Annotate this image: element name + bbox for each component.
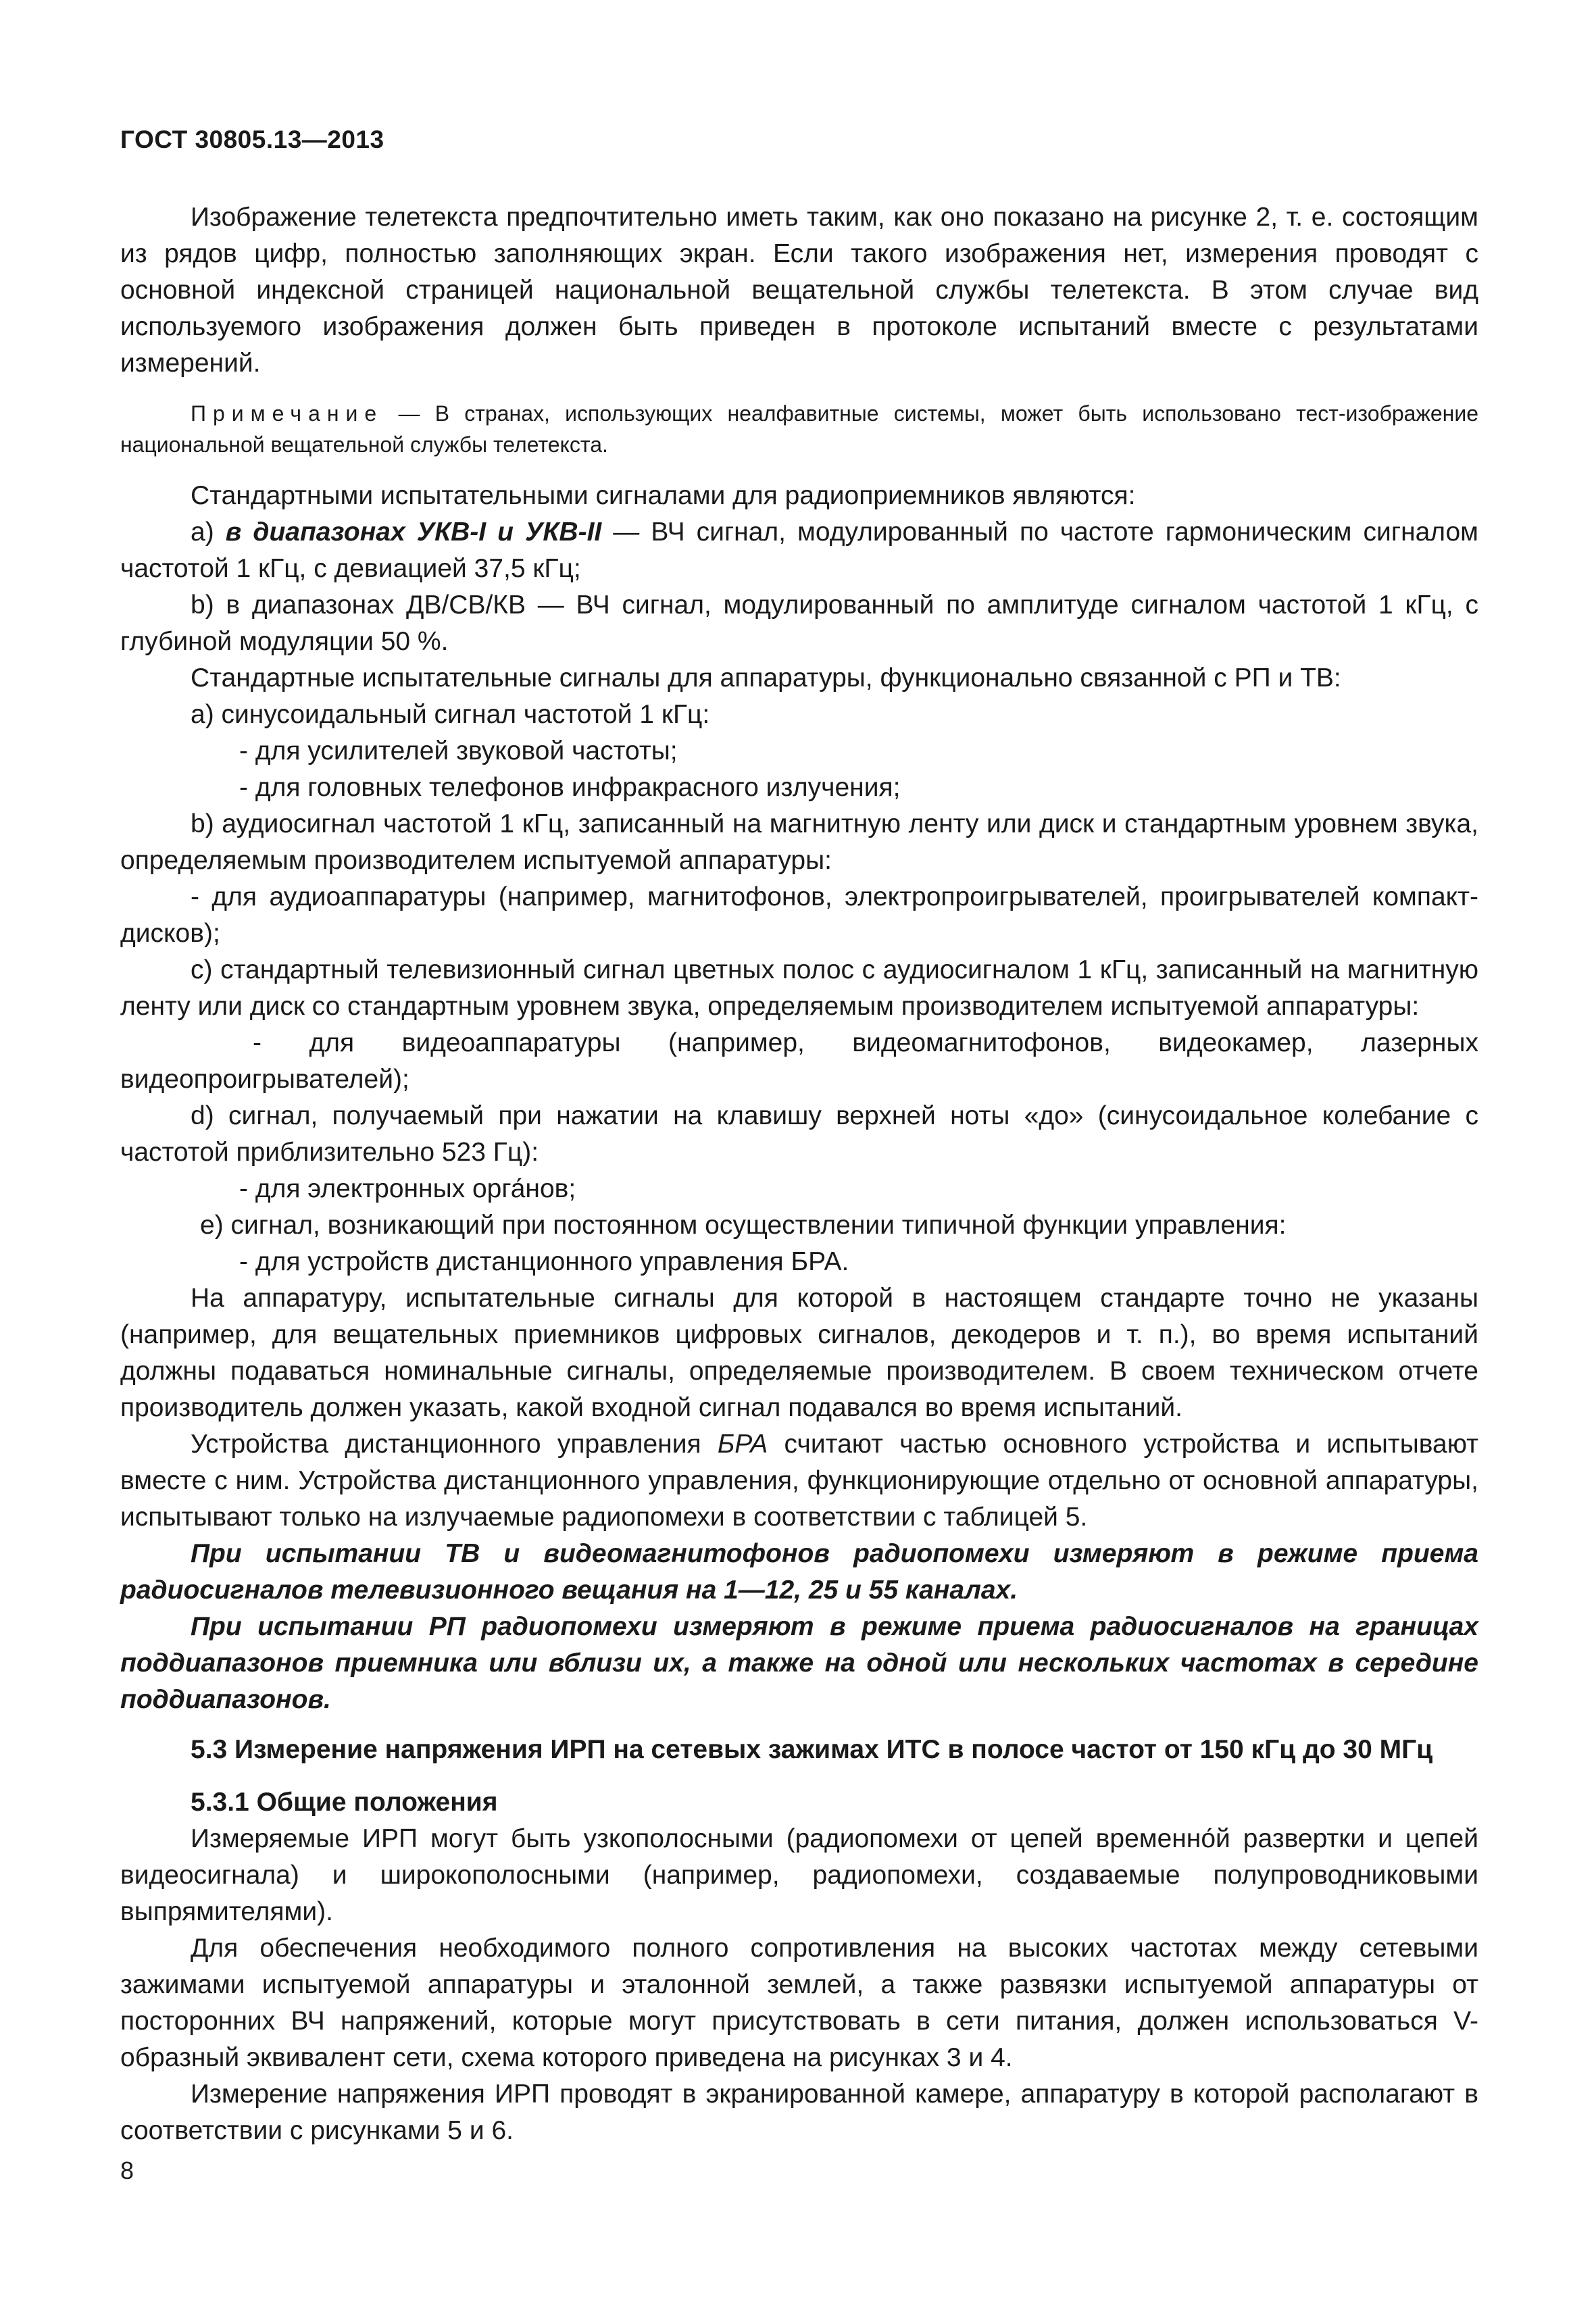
italic-term: БРА [717, 1430, 768, 1459]
note [120, 398, 1478, 460]
list-item-a-vhf [120, 514, 1478, 587]
page-number: 8 [120, 2157, 134, 2184]
list-item-d-note: d) сигнал, получаемый при нажатии на клавишу верхней ноты «до» (синусоидальное колебание с частотой приблизительно 523 Гц): [120, 1101, 1478, 1167]
paragraph-v-network: Для обеспечения необходимого полного сопротивления на высоких частотах между сетевыми зажимами испытуемой аппаратуры и эталонной землей, а также развязки испытуемой аппаратуры от посторонних ВЧ напряжений, которые могут присутствовать в сети питания, должен использоваться V-образный эквивалент сети, схема которого приведена на рисунках 3 и 4. [120, 1934, 1478, 2072]
paragraph-nominal-signals: На аппаратуру, испытательные сигналы для которой в настоящем стандарте точно не указаны (например, для вещательных приемников цифровых сигналов, декодеров и т. п.), во время испытаний должны подаваться номинальные сигналы, определяемые производителем. В своем техническом отчете производитель должен указать, какой входной сигнал подавался во время испытаний. [120, 1284, 1478, 1422]
sub-item-amplifiers: - для усилителей звуковой частоты; [239, 736, 678, 765]
sub-item-audio-equipment: - для аудиоаппаратуры (например, магнитофонов, электропроигрывателей, проигрывателей компакт-дисков); [120, 882, 1478, 948]
list-item-c-color-bars: c) стандартный телевизионный сигнал цветных полос с аудиосигналом 1 кГц, записанный на магнитную ленту или диск со стандартным уровнем звука, определяемым производителем испытуемой аппаратуры: [120, 955, 1478, 1021]
list-marker: a) [191, 518, 226, 547]
paragraph-rp-subbands: При испытании РП радиопомехи измеряют в режиме приема радиосигналов на границах поддиапазонов приемника или вблизи их, а также на одной или нескольких частотах в середине поддиапазонов. [120, 1612, 1478, 1714]
list-item-text: — ВЧ сигнал, модулированный по частоте гармоническим сигналом частотой 1 кГц, с девиацией 37,5 кГц; [120, 518, 1478, 583]
section-heading-5-3-1: 5.3.1 Общие положения [191, 1788, 498, 1817]
text-run: Устройства дистанционного управления [191, 1430, 718, 1459]
list-item-a-sine: a) синусоидальный сигнал частотой 1 кГц: [191, 700, 710, 729]
list-item-b-am: b) в диапазонах ДВ/СВ/КВ — ВЧ сигнал, модулированный по амплитуде сигналом частотой 1 кГц, с глубиной модуляции 50 %. [120, 590, 1478, 656]
bold-term-vhf: в диапазонах УКВ-I и УКВ-II [225, 518, 602, 547]
note-text: — В странах, использующих неалфавитные системы, может быть использовано тест-изображение национальной вещательной службы телетекста. [120, 401, 1478, 457]
section-heading-5-3: 5.3 Измерение напряжения ИРП на сетевых зажимах ИТС в полосе частот от 150 кГц до 30 МГц [191, 1735, 1433, 1764]
paragraph-narrowband: Измеряемые ИРП могут быть узкополосными (радиопомехи от цепей временно́й развертки и цепей видеосигнала) и широкополосными (например, радиопомехи, создаваемые полупроводниковыми выпрямителями). [120, 1824, 1478, 1926]
paragraph-shielded-room: Измерение напряжения ИРП проводят в экранированной камере, аппаратуру в которой располагают в соответствии с рисунками 5 и 6. [120, 2080, 1478, 2145]
paragraph-tv-signals: Стандартные испытательные сигналы для аппаратуры, функционально связанной с РП и ТВ: [191, 663, 1341, 693]
sub-item-headphones: - для головных телефонов инфракрасного излучения; [239, 773, 901, 802]
list-item-e-control: e) сигнал, возникающий при постоянном осуществлении типичной функции управления: [200, 1211, 1287, 1240]
list-item-b-audio: b) аудиосигнал частотой 1 кГц, записанный на магнитную ленту или диск и стандартным уровнем звука, определяемым производителем испытуемой аппаратуры: [120, 809, 1478, 875]
note-label: Примечание [191, 401, 384, 426]
sub-item-organs: - для электронных орга́нов; [239, 1174, 576, 1203]
document-body [120, 199, 1478, 2149]
paragraph-remote-control [120, 1426, 1478, 1536]
text-run: считают частью основного устройства и испытывают вместе с ним. Устройства дистанционного управления, функционирующие отдельно от основной аппаратуры, испытывают только на излучаемые радиопомехи в соответствии с таблицей 5. [120, 1430, 1478, 1532]
paragraph-teletext: Изображение телетекста предпочтительно иметь таким, как оно показано на рисунке 2, т. е. состоящим из рядов цифр, полностью заполняющих экран. Если такого изображения нет, измерения проводят с основной индексной страницей национальной вещательной службы телетекста. В этом случае вид используемого изображения должен быть приведен в протоколе испытаний вместе с результатами измерений. [120, 203, 1478, 378]
paragraph-tv-channels: При испытании ТВ и видеомагнитофонов радиопомехи измеряют в режиме приема радиосигналов телевизионного вещания на 1—12, 25 и 55 каналах. [120, 1539, 1478, 1605]
sub-item-remote-control: - для устройств дистанционного управления БРА. [239, 1247, 849, 1276]
paragraph-radio-signals: Стандартными испытательными сигналами для радиоприемников являются: [191, 481, 1136, 510]
document-header: ГОСТ 30805.13—2013 [120, 126, 384, 153]
sub-item-video-equipment: - для видеоаппаратуры (например, видеомагнитофонов, видеокамер, лазерных видеопроигрывателей); [120, 1028, 1478, 1094]
